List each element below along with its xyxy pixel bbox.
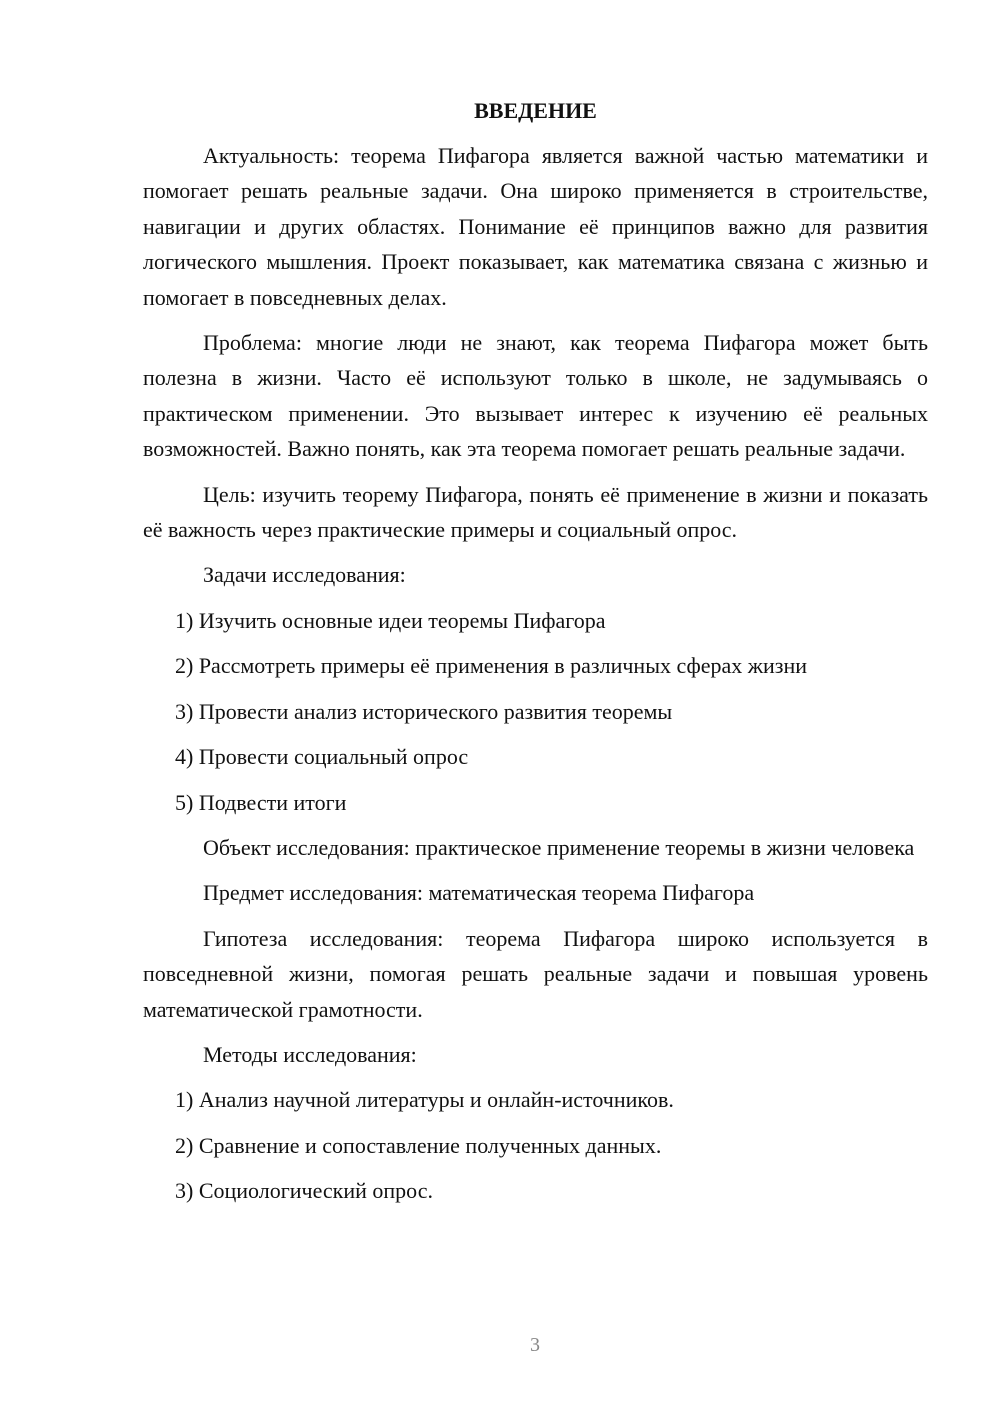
subject-paragraph: Предмет исследования: математическая теорема Пифагора — [203, 880, 755, 906]
task-item: 4) Провести социальный опрос — [175, 744, 469, 770]
page-number: 3 — [530, 1334, 540, 1356]
task-item: 1) Изучить основные идеи теоремы Пифагора — [175, 607, 606, 633]
object-paragraph: Объект исследования: практическое применение теоремы в жизни человека — [203, 834, 915, 860]
method-item: 2) Сравнение и сопоставление полученных данных. — [175, 1132, 662, 1158]
task-item: 2) Рассмотреть примеры её применения в различных сферах жизни — [175, 653, 808, 679]
hypothesis-paragraph: Гипотеза исследования: теорема Пифагора широко используется в повседневной жизни, помогая решать реальные задачи и повышая уровень математической грамотности. — [143, 925, 928, 1022]
problem-paragraph: Проблема: многие люди не знают, как теорема Пифагора может быть полезна в жизни. Часто её используют только в школе, не задумываясь о практическом применении. Это вызывает интерес к изучению её реальных возможностей. Важно понять, как эта теорема помогает решать реальные задачи. — [143, 330, 928, 462]
task-item: 5) Подвести итоги — [175, 789, 347, 815]
method-item: 1) Анализ научной литературы и онлайн-источников. — [175, 1087, 674, 1113]
task-item: 3) Провести анализ исторического развития теоремы — [175, 698, 673, 724]
methods-list — [143, 1082, 928, 1208]
tasks-intro: Задачи исследования: — [203, 562, 406, 588]
relevance-paragraph: Актуальность: теорема Пифагора является важной частью математики и помогает решать реальные задачи. Она широко применяется в строительстве, навигации и других областях. Понимание её принципов важно для развития логического мышления. Проект показывает, как математика связана с жизнью и помогает в повседневных делах. — [143, 143, 928, 310]
methods-intro: Методы исследования: — [203, 1041, 417, 1067]
method-item: 3) Социологический опрос. — [175, 1178, 433, 1204]
tasks-list — [143, 603, 928, 820]
page-content — [143, 96, 928, 1219]
section-heading: ВВЕДЕНИЕ — [474, 98, 597, 123]
goal-paragraph: Цель: изучить теорему Пифагора, понять её применение в жизни и показать её важность через практические примеры и социальный опрос. — [143, 481, 928, 543]
